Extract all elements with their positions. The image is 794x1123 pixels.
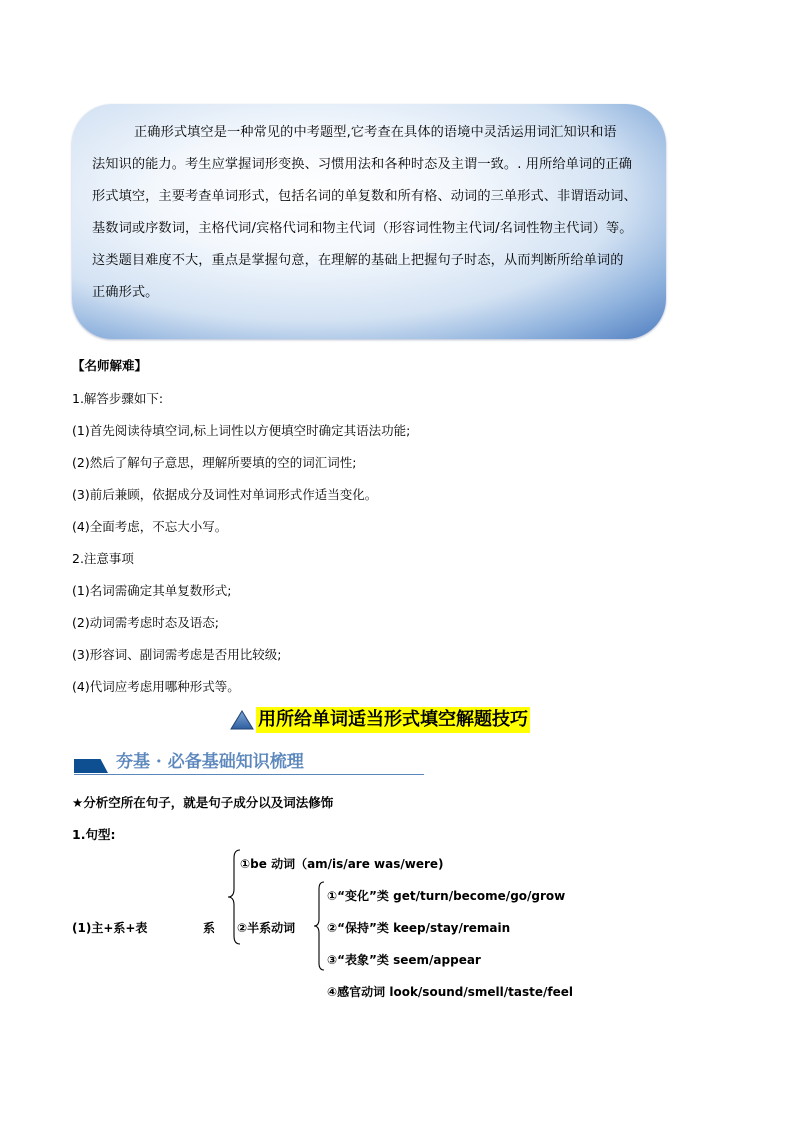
intro-box <box>72 104 666 339</box>
intro-line: 形式填空，主要考查单词形式，包括名词的单复数和所有格、动词的三单形式、非谓语动词、 <box>92 189 637 204</box>
section-bar <box>74 759 108 773</box>
semi-linking-branch: ②半系动词 <box>237 921 296 935</box>
semi-item: ④感官动词 look/sound/smell/taste/feel <box>327 985 573 999</box>
be-verb-branch: ①be 动词（am/is/are was/were) <box>240 857 444 871</box>
main-title <box>230 707 530 733</box>
note-item: (1)名词需确定其单复数形式; <box>72 583 232 598</box>
step-item: (4)全面考虑，不忘大小写。 <box>72 519 228 534</box>
intro-line: 正确形式填空是一种常见的中考题型,它考查在具体的语境中灵活运用词汇知识和语 <box>134 125 617 140</box>
intro-line: 正确形式。 <box>92 285 159 300</box>
linking-label: 系 <box>203 921 216 935</box>
sentence-type-label: 1.句型: <box>72 827 116 842</box>
triangle-icon <box>230 709 254 731</box>
intro-paragraph <box>92 117 662 309</box>
step-item: (3)前后兼顾，依据成分及词性对单词形式作适当变化。 <box>72 487 378 502</box>
section-header <box>74 748 424 778</box>
section-rule <box>74 774 424 775</box>
semi-item: ①“变化”类 get/turn/become/go/grow <box>327 889 566 903</box>
tips-heading: 【名师解难】 <box>72 358 148 373</box>
intro-line: 这类题目难度不大，重点是掌握句意，在理解的基础上把握句子时态，从而判断所给单词的 <box>92 253 624 268</box>
intro-line: 法知识的能力。考生应掌握词形变换、习惯用法和各种时态及主谓一致。. 用所给单词的正确 <box>92 157 633 172</box>
steps-title: 1.解答步骤如下: <box>72 391 164 406</box>
main-title-text: 用所给单词适当形式填空解题技巧 <box>256 707 530 733</box>
star-line: ★分析空所在句子，就是句子成分以及词法修饰 <box>72 795 334 810</box>
step-item: (2)然后了解句子意思，理解所要填的空的词汇词性; <box>72 455 357 470</box>
section-title: 夯基 · 必备基础知识梳理 <box>116 752 304 772</box>
semi-item: ②“保持”类 keep/stay/remain <box>327 921 511 935</box>
note-item: (4)代词应考虑用哪种形式等。 <box>72 679 240 694</box>
step-item: (1)首先阅读待填空词,标上词性以方便填空时确定其语法功能; <box>72 423 411 438</box>
note-item: (2)动词需考虑时态及语态; <box>72 615 219 630</box>
notes-title: 2.注意事项 <box>72 551 134 566</box>
semi-item: ③“表象”类 seem/appear <box>327 953 481 967</box>
note-item: (3)形容词、副词需考虑是否用比较级; <box>72 647 282 662</box>
inner-brace <box>312 880 326 972</box>
intro-line: 基数词或序数词，主格代词/宾格代词和物主代词（形容词性物主代词/名词性物主代词）等。 <box>92 221 633 236</box>
structure-label: (1)主+系+表 <box>72 921 148 935</box>
